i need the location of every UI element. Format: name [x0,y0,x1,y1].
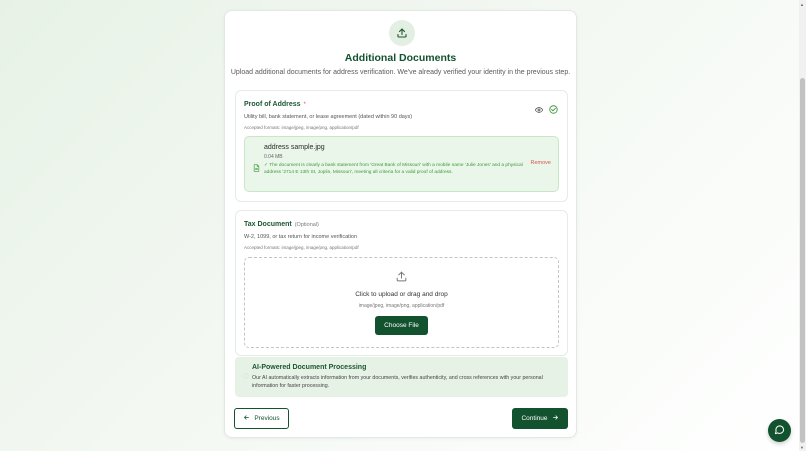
proof-of-address-section [235,90,568,202]
arrow-left-icon [243,414,250,423]
section-actions [535,101,558,119]
upload-icon [395,270,408,288]
optional-label: (Optional) [294,222,319,228]
verification-note: ✓ The document is clearly a bank statement from 'Great Bank of Missouri' with a mobile name 'Julie Jones' and a physical address '2714 E 13th St, Joplin, Missouri', meeting all criteria for a valid proof of address. [264,163,523,176]
chat-icon [774,422,785,440]
tax-document-label: Tax Document [244,221,292,228]
page-subtitle: Upload additional documents for address verification. We've already verified your identity in the previous step. [230,69,571,76]
scroll-up-icon[interactable]: ▲ [800,2,804,7]
proof-of-address-description: Utility bill, bank statement, or lease agreement (dated within 90 days) [244,114,413,120]
choose-file-button[interactable]: Choose File [375,316,428,335]
upload-icon [389,20,415,46]
ai-processing-info [235,357,568,397]
continue-button[interactable] [512,408,568,429]
file-name: address sample.jpg [264,144,325,151]
proof-of-address-label: Proof of Address [244,101,301,108]
chat-button[interactable] [768,419,791,442]
previous-label: Previous [254,415,280,422]
proof-of-address-formats: Accepted formats: image/jpeg, image/png, application/pdf [244,125,359,130]
continue-label: Continue [521,415,548,422]
required-mark: * [303,102,306,108]
file-dropzone[interactable] [244,257,559,348]
arrow-right-icon [552,414,559,423]
sparkle-icon [243,366,249,384]
uploaded-file [244,136,559,192]
scrollbar-thumb[interactable] [800,78,805,443]
dropzone-formats: image/jpeg, image/png, application/pdf [358,303,445,309]
check-circle-icon [549,101,558,119]
file-icon [253,159,260,177]
tax-document-section [235,210,568,356]
proof-of-address-title [244,101,306,108]
eye-icon[interactable] [535,101,543,119]
ai-processing-title: AI-Powered Document Processing [252,364,367,371]
page-scrollbar[interactable] [799,0,806,451]
dropzone-text: Click to upload or drag and drop [355,291,448,298]
file-size: 0.04 MB [264,154,283,160]
tax-document-formats: Accepted formats: image/jpeg, image/png, application/pdf [244,245,359,250]
tax-document-description: W-2, 1099, or tax return for income verification [244,234,358,240]
documents-card [224,10,577,438]
previous-button[interactable] [234,408,289,429]
remove-file-button[interactable]: Remove [530,160,551,166]
page-title: Additional Documents [344,52,457,64]
ai-processing-description: Our AI automatically extracts information from your documents, verifies authenticity, and cross references with your personal information for faster processing. [252,375,543,389]
scroll-down-icon[interactable]: ▼ [800,445,804,450]
tax-document-title [244,221,319,228]
